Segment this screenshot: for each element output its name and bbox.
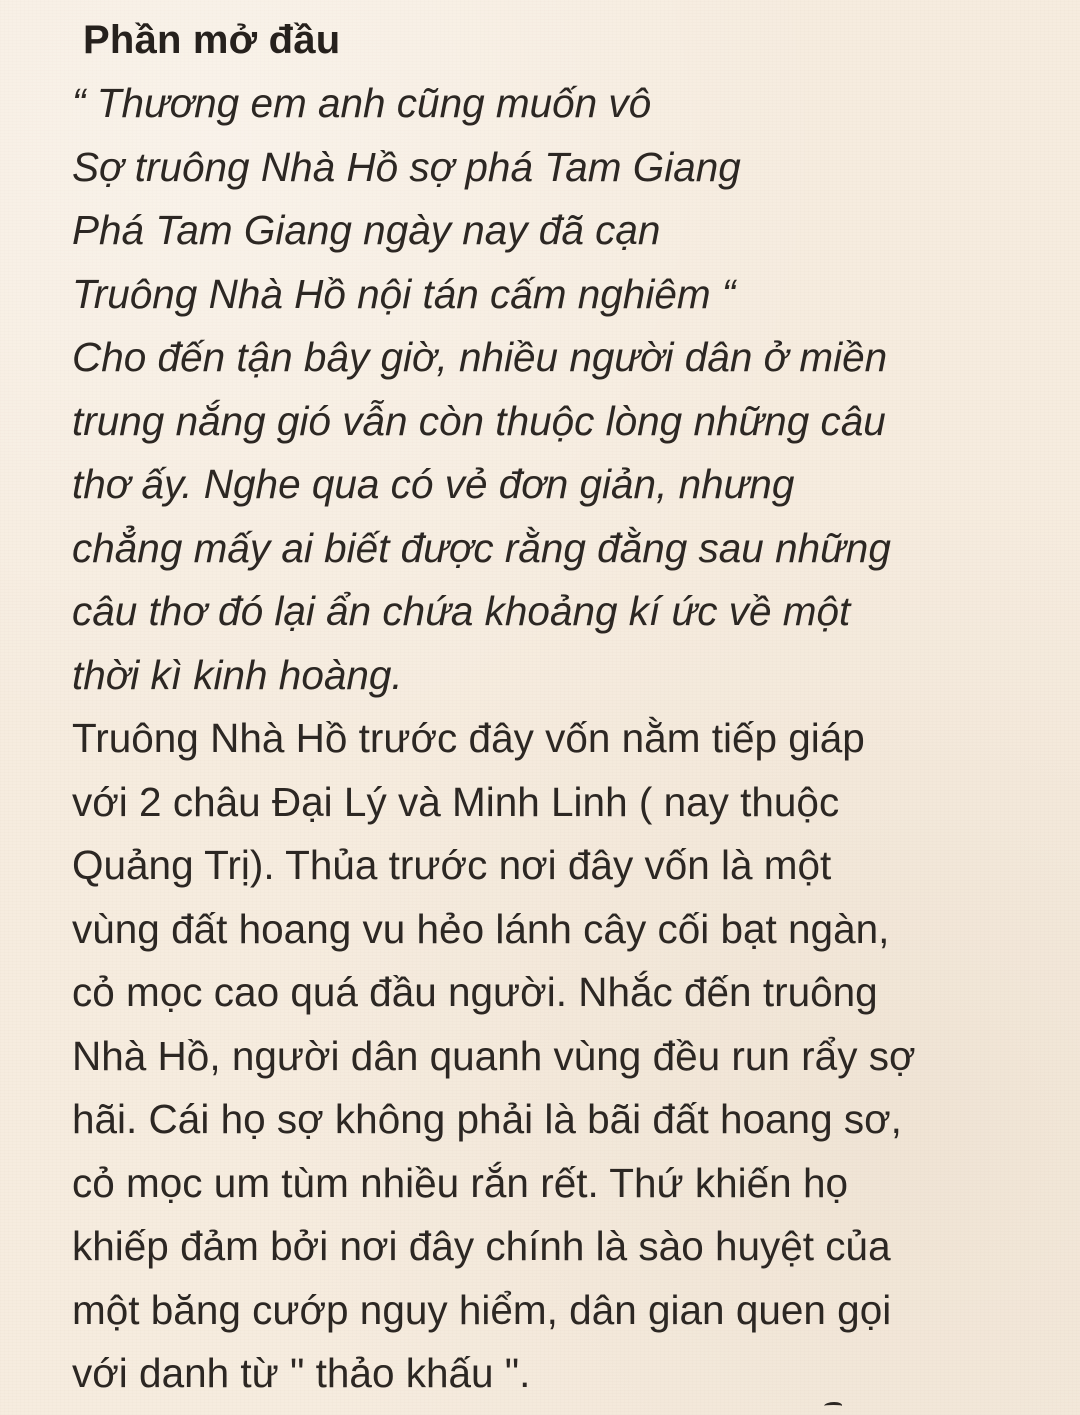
poem-line: Sợ truông Nhà Hồ sợ phá Tam Giang: [72, 143, 741, 190]
document-title: Phần mở đầu: [83, 18, 341, 62]
intro-paragraph-line: trung nắng gió vẫn còn thuộc lòng những câu: [72, 397, 886, 444]
intro-paragraph-line: thời kì kinh hoàng.: [72, 651, 403, 698]
poem-line: Phá Tam Giang ngày nay đã cạn: [72, 207, 661, 253]
body-paragraph-line: vùng đất hoang vu hẻo lánh cây cối bạt ngàn,: [72, 905, 890, 952]
intro-paragraph-line: câu thơ đó lại ẩn chứa khoảng kí ức về một: [72, 588, 851, 634]
body-paragraph-line: Truông Nhà Hồ trước đây vốn nằm tiếp giáp: [72, 715, 865, 761]
body-paragraph-line: khiếp đảm bởi nơi đây chính là sào huyệt của: [72, 1223, 891, 1269]
poem-line: “ Thương em anh cũng muốn vô: [72, 80, 652, 126]
body-paragraph-line: cỏ mọc um tùm nhiều rắn rết. Thứ khiến họ: [72, 1159, 848, 1206]
body-paragraph-line: cỏ mọc cao quá đầu người. Nhắc đến truông: [72, 969, 878, 1015]
document-body: [72, 72, 1062, 1406]
intro-paragraph-line: chẳng mấy ai biết được rằng đằng sau những: [72, 524, 891, 571]
intro-paragraph-line: thơ ấy. Nghe qua có vẻ đơn giản, nhưng: [72, 461, 795, 507]
body-paragraph-line: với danh từ " thảo khấu ".: [72, 1350, 531, 1396]
intro-paragraph-line: Cho đến tận bây giờ, nhiều người dân ở miền: [72, 334, 888, 380]
cutoff-text-fragment: [820, 1402, 846, 1408]
body-paragraph-line: hãi. Cái họ sợ không phải là bãi đất hoang sơ,: [72, 1096, 902, 1142]
poem-line: Truông Nhà Hồ nội tán cấm nghiêm “: [72, 270, 736, 317]
body-paragraph-line: Nhà Hồ, người dân quanh vùng đều run rẩy sợ: [72, 1032, 916, 1079]
body-paragraph-line: Quảng Trị). Thủa trước nơi đây vốn là một: [72, 842, 832, 888]
body-paragraph-line: với 2 châu Đại Lý và Minh Linh ( nay thuộc: [72, 778, 840, 825]
body-paragraph-line: một băng cướp nguy hiểm, dân gian quen gọi: [72, 1286, 892, 1333]
